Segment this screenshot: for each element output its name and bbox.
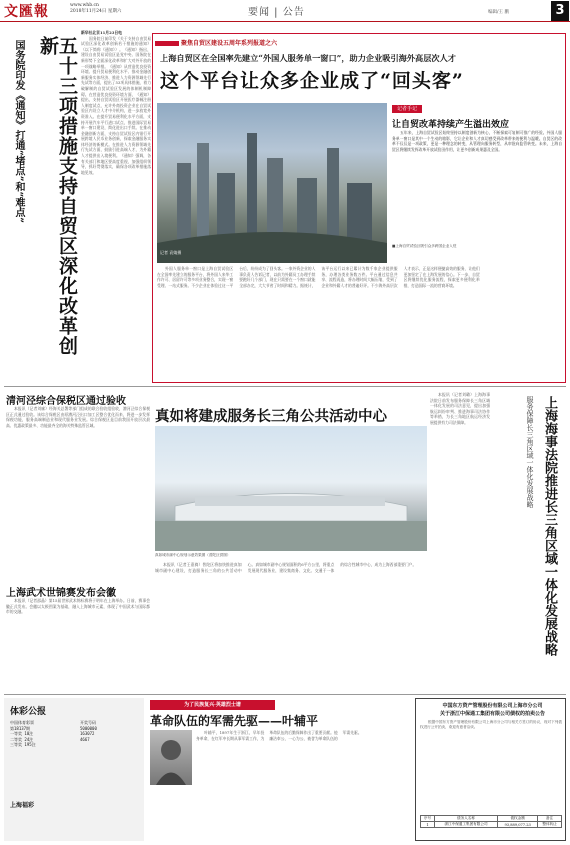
sidebar-paragraph: 五年来，上海自贸试验区始终坚持以制度创新为核心，不断探索可复制可推广的经验。外国人服务单一窗口是其中一个生动的缩影，它让企业和人才真切感受到改革带来的便利与温暖。自贸区的改革不仅仅是一项政策，更是一种理念的转变，从管理向服务转型，从审批向监管转变。未来，上海自贸区将继续发挥改革开放试验田作用，让更多创新成果惠及全国。 (392, 130, 562, 152)
story4-headline: 真如将建成服务长三角公共活动中心 (155, 408, 387, 425)
series-tag-bar (155, 41, 179, 46)
story-byline: 新华社北京11月23日电 (81, 30, 122, 35)
story3-headline: 上海武术世锦赛发布会徽 (6, 588, 116, 599)
story-vertical-subtitle: 国务院印发《通知》打通“堵点”和“难点” (13, 40, 24, 224)
masthead-url: www.whb.cn (70, 3, 99, 8)
lottery-amount: 5000000 (80, 725, 97, 731)
feature-headline: 这个平台让众多企业成了“回头客” (160, 70, 464, 92)
photo-credit: 记者 袁婧摄 (160, 250, 182, 255)
story-body (81, 30, 151, 382)
notice-company: 中国东方资产管理股份有限公司上海市分公司 (442, 703, 543, 709)
lottery-row: 二等奖 24注 (10, 736, 34, 742)
sidebar-title: 让自贸改革持续产生溢出效应 (392, 120, 510, 130)
rendering-caption: 真如城市副中心规划示意效果图（普陀区供图） (155, 553, 231, 557)
story-vertical-headline: 五十三项措施支持自贸区深化改革创新 (37, 36, 78, 356)
story5-vertical-headline: 上海海事法院推进长三角区域一体化发展战略 (542, 396, 557, 656)
feature-paragraph: 外国人服务单一窗口是上海自贸试验区在全国率先建立的服务平台，将外国人来华工作许可、居留许可等多项业务整合，实现一窗受理、一站式服务。不少企业在体验过这一平台后，纷纷成为了回头客。一家外资企业的人事负责人告诉记者，以前为外籍员工办理手续要跑好几个部门，现在只需要在一个窗口就能全部办完，大大节省了时间和精力。据统计，该平台运行以来已累计为数千家企业提供服务，办理各类业务数万件。平台通过信息共享、流程再造，将办理时间大幅压缩，受到了企业和外籍人才的普遍好评。不少海外高层次人才表示，正是这样便捷高效的服务，让他们更加坚定了在上海发展的信心。下一步，自贸区将继续优化服务流程，探索更多便利化举措，打造国际一流的营商环境。 (157, 266, 480, 288)
lottery-amount: 开奖号码 (80, 720, 96, 725)
notice-table (420, 815, 562, 828)
notice-title: 关于浙江中保通工集团有限公司债权的拍卖公告 (439, 711, 545, 717)
building-illustration (155, 426, 427, 551)
story3-paragraph: 本报讯（记者邵晶）第15届世界武术锦标赛将于明年在上海举办。日前，赛事会徽正式发布。会徽以太极图案为基础，融入上海城市元素，体现了中国武术与国际都市的交融。 (6, 598, 150, 615)
story2-paragraph: 本报讯（记者刘廓）经海关总署等部门组成的联合验收组验收，漕河泾综合保税区正式通过验收。该综合保税区由原漕河泾出口加工区整合优化而来，将进一步发挥保税功能，服务高端制造业和现代服务业发展。综合保税区是目前我国开放层次最高、优惠政策最多、功能最齐全的海关特殊监管区域。 (6, 406, 150, 428)
lottery-row: 三等奖 195注 (10, 742, 36, 748)
table-cell: 1 (421, 822, 435, 828)
sidebar-tag: 记者手记 (392, 105, 422, 113)
story5-vertical-subtitle: 服务保障长三角区域一体化发展战略 (526, 396, 534, 508)
table-header-cell: 债务人名称 (434, 816, 497, 822)
feature-photo (157, 103, 387, 263)
story-paragraph: 国务院日前印发《关于支持自由贸易试验区深化改革创新若干措施的通知》（以下简称《通知》）。《通知》指出，建设自由贸易试验区是党中央、国务院在新形势下全面深化改革和扩大对外开放的一项战略举措。《通知》从营造优良投资环境、提升贸易便利化水平、推动金融创新服务实体经济、推进人力资源领域先行先试等方面，提出了53项具体措施，着力破解制约自贸试验区发展的体制机制障碍。在营造优良投资环境方面，《通知》提出，支持自贸试验区开展医疗器械注册人制度试点，允许外商投资企业在自贸试验区内设立人才中介机构，进一步放宽外资准入。在提升贸易便利化水平方面，支持开展汽车平行进口试点，推进国际贸易单一窗口建设，简化进出口手续。在推动金融创新方面，支持自贸试验区内银行开展跨境人民币业务创新，探索金融服务实体经济的新模式。在推进人力资源领域先行先试方面，鼓励引进高端人才，为外籍人才提供出入境便利。《通知》强调，各有关部门和地区要高度重视，加强组织领导，抓好贯彻落实，确保各项改革措施落地见效。 (81, 35, 151, 175)
series-badge: 为了民族复兴·英雄烈士谱 (150, 700, 275, 710)
masthead-date: 2018年11月24日 星期六 (70, 9, 122, 14)
hero-body (196, 730, 411, 840)
story2-headline: 清河泾综合保税区通过验收 (6, 396, 126, 407)
story5-paragraph: 本报讯（记者刘璐）上海海事法院日前发布服务保障长三角区域一体化发展的司法意见，提出加强航运纠纷审判、推进海事司法协作等举措，为长三角地区航运经济发展提供有力司法保障。 (430, 392, 490, 425)
section-divider-2 (4, 694, 566, 695)
editor-credit: 编辑/王 鹏 (488, 10, 509, 15)
section-title: 要闻 | 公告 (248, 7, 305, 18)
story4-paragraph: 本报讯（记者王嘉旖）普陀区将加快推进真如城市副中心建设，打造服务长三角的公共活动中心。真如城市副中心规划面积约6平方公里，将重点发展现代服务业，建设集商务、文化、交通于一体的综合性城市中心，成为上海西部重要门户。 (155, 562, 417, 573)
story2-body (6, 406, 150, 581)
table-row (421, 822, 562, 828)
feature-body (157, 266, 562, 378)
portrait-image (150, 730, 192, 785)
lottery-amount: 163072 (80, 731, 95, 737)
rendering-image (155, 426, 427, 551)
table-header-cell: 备注 (538, 816, 562, 822)
hero-headline: 革命队伍的军需先驱——叶辅平 (150, 714, 319, 728)
photo-caption: ■上海自贸试验区吸引众多跨国企业入驻 (392, 244, 457, 248)
table-cell: 93,889,077.23 (498, 822, 538, 828)
lottery-row: 一等奖 10注 (10, 731, 34, 737)
portrait-illustration (150, 730, 192, 785)
notice-body (420, 720, 562, 812)
series-tag-text: 聚焦自贸区建设五周年系列报道之六 (181, 40, 278, 47)
lottery-amount: 4667 (80, 736, 90, 742)
story5-body (430, 392, 490, 692)
section-divider (4, 386, 566, 387)
newspaper-logo: 文匯報 (4, 4, 49, 20)
lottery-row: 第18137期 (10, 725, 31, 731)
lottery-title: 体彩公报 (10, 707, 47, 717)
feature-kicker: 上海自贸区在全国率先建立“外国人服务单一窗口”，助力企业吸引海外高层次人才 (160, 53, 456, 63)
lottery-amounts (80, 720, 140, 742)
story3-body (6, 598, 150, 690)
table-cell: 浙江中保通工集团有限公司 (434, 822, 497, 828)
story4-body (155, 562, 427, 690)
sidebar-body (392, 130, 562, 242)
lottery-row: 中国体育彩票 (10, 720, 34, 725)
hero-paragraph: 叶辅平，1897年生于浙江，早年投身革命，在红军中长期从事军需工作，为革命队伍的后勤保障作出了重要贡献。他廉洁奉公，一心为公，被誉为革命队伍的军需先驱。 (196, 730, 362, 741)
table-cell: 整体转让 (538, 822, 562, 828)
skyline-illustration (157, 103, 387, 263)
series-tag (155, 38, 277, 49)
welfare-title: 上海福彩 (10, 802, 35, 809)
masthead-meta (70, 3, 121, 15)
notice-paragraph: 根据中国东方资产管理股份有限公司上海市分公司与相关方签订的协议，现对下列债权进行公开拍卖，欢迎有意者洽谈。 (420, 720, 562, 729)
table-header-cell: 债权金额 (498, 816, 538, 822)
lottery-results (10, 720, 78, 748)
page-number: 3 (551, 1, 569, 21)
creditor-table (420, 815, 562, 828)
table-header-cell: 序号 (421, 816, 435, 822)
